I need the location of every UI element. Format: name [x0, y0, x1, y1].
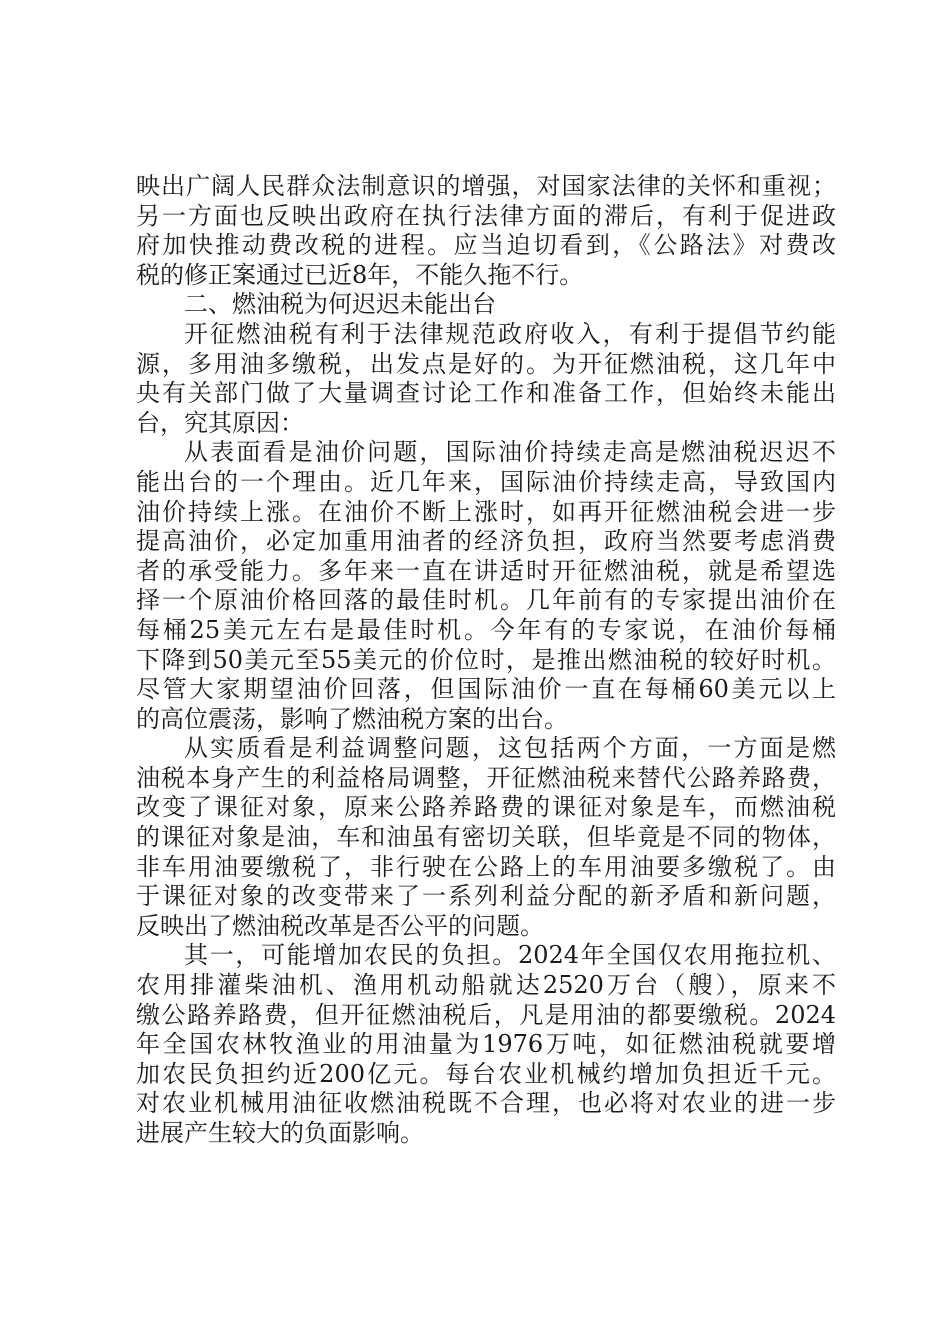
paragraph-first-line: 从表面看是油价问题，国际油价持续走高是燃油税迟迟不 [184, 438, 836, 467]
text-line: 提高油价，必定加重用油者的经济负担，政府当然要考虑消费 [136, 527, 836, 556]
text-line: 府加快推动费改税的进程。应当迫切看到，《公路法》对费改 [136, 231, 836, 260]
paragraph-first-line: 开征燃油税有利于法律规范政府收入，有利于提倡节约能 [184, 319, 836, 348]
text-line: 下降到50美元至55美元的价位时，是推出燃油税的较好时机。 [136, 645, 836, 674]
text-line: 年全国农林牧渔业的用油量为1976万吨，如征燃油税就要增 [136, 1030, 836, 1059]
text-line: 加农民负担约近200亿元。每台农业机械约增加负担近千元。 [136, 1059, 836, 1088]
text-line: 者的承受能力。多年来一直在讲适时开征燃油税，就是希望选 [136, 556, 836, 585]
text-line: 缴公路养路费，但开征燃油税后，凡是用油的都要缴税。2024 [136, 1000, 836, 1029]
document-body [136, 172, 836, 1149]
text-line: 油税本身产生的利益格局调整，开征燃油税来替代公路养路费， [136, 763, 836, 792]
text-line: 能出台的一个理由。近几年来，国际油价持续走高，导致国内 [136, 467, 836, 496]
text-line: 央有关部门做了大量调查讨论工作和准备工作，但始终未能出 [136, 379, 836, 408]
text-line: 油价持续上涨。在油价不断上涨时，如再开征燃油税会进一步 [136, 497, 836, 526]
text-line: 农用排灌柴油机、渔用机动船就达2520万台（艘），原来不 [136, 971, 836, 1000]
paragraph-first-line: 其一，可能增加农民的负担。2024年全国仅农用拖拉机、 [184, 941, 836, 970]
text-line: 源，多用油多缴税，出发点是好的。为开征燃油税，这几年中 [136, 349, 836, 378]
paragraph-first-line: 从实质看是利益调整问题，这包括两个方面，一方面是燃 [184, 734, 836, 763]
text-line: 台，究其原因： [136, 408, 304, 437]
text-line: 映出广阔人民群众法制意识的增强，对国家法律的关怀和重视； [136, 172, 836, 200]
paragraph-first-line: 二、燃油税为何迟迟未能出台 [184, 290, 496, 319]
text-line: 尽管大家期望油价回落，但国际油价一直在每桶60美元以上 [136, 675, 836, 704]
text-line: 进展产生较大的负面影响。 [136, 1119, 424, 1147]
text-line: 的高位震荡，影响了燃油税方案的出台。 [136, 704, 568, 733]
text-line: 每桶25美元左右是最佳时机。今年有的专家说，在油价每桶 [136, 615, 836, 644]
text-line: 反映出了燃油税改革是否公平的问题。 [136, 911, 544, 940]
text-line: 改变了课征对象，原来公路养路费的课征对象是车，而燃油税 [136, 793, 836, 822]
text-line: 税的修正案通过已近8年，不能久拖不行。 [136, 260, 584, 289]
text-line: 对农业机械用油征收燃油税既不合理，也必将对农业的进一步 [136, 1089, 836, 1118]
text-line: 择一个原油价格回落的最佳时机。几年前有的专家提出油价在 [136, 586, 836, 615]
text-line: 非车用油要缴税了，非行驶在公路上的车用油要多缴税了。由 [136, 852, 836, 881]
text-line: 另一方面也反映出政府在执行法律方面的滞后，有利于促进政 [136, 201, 836, 230]
text-line: 于课征对象的改变带来了一系列利益分配的新矛盾和新问题， [136, 882, 836, 911]
text-line: 的课征对象是油，车和油虽有密切关联，但毕竟是不同的物体， [136, 823, 836, 852]
